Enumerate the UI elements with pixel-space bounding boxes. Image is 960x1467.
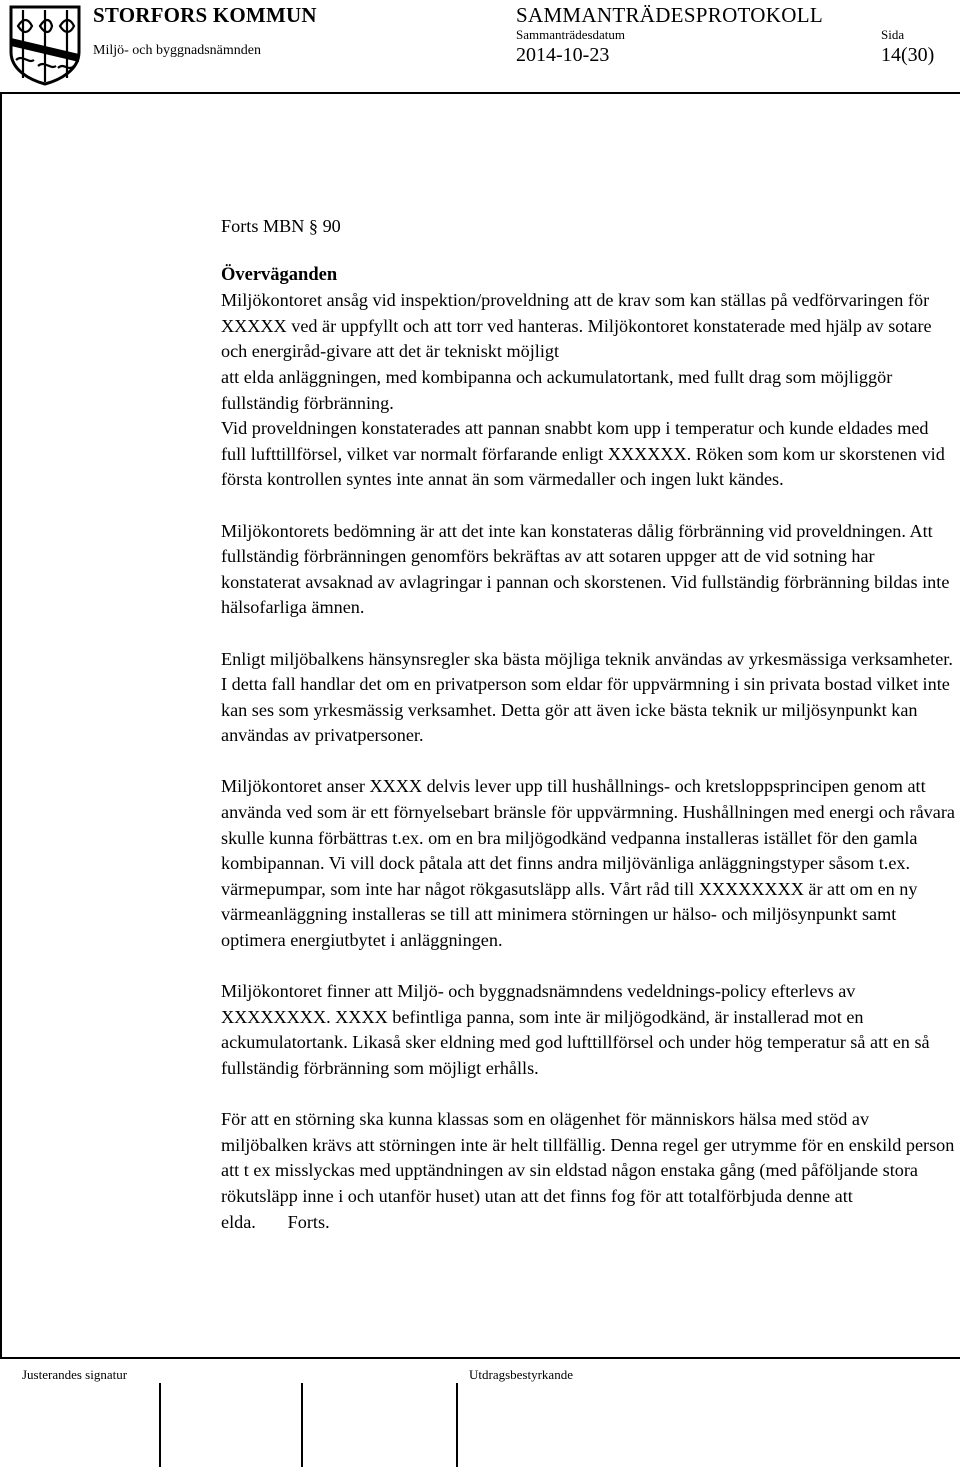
page-label: Sida bbox=[881, 27, 905, 42]
paragraph: Miljökontoret ansåg vid inspektion/proveldning att de krav som kan ställas på vedförvaringen för XXXXX ved är uppfyllt och att torr ved hanteras. Miljökontoret konstaterade med hjälp av sotare och energiråd-givare att det är tekniskt möjligt bbox=[221, 290, 932, 362]
paragraph: att elda anläggningen, med kombipanna och ackumulatortank, med fullt drag som möjliggör fullständig förbränning. bbox=[221, 366, 893, 413]
extract-certification-label: Utdragsbestyrkande bbox=[469, 1367, 573, 1382]
department-name: Miljö- och byggnadsnämnden bbox=[93, 43, 261, 58]
document-body bbox=[221, 214, 956, 1235]
paragraph-text: För att en störning ska kunna klassas som en olägenhet för människors hälsa med stöd av miljöbalken krävs att störningen inte är helt tillfällig. Denna regel ger utrymme för en enskild person att t ex misslyckas med upptändningen av sin eldstad någon enstaka gång (med påföljande stora rökutsläpp inne i och utanför huset) utan att det finns fog för att totalförbjuda denne att elda. bbox=[221, 1109, 955, 1232]
paragraph: Miljökontoret anser XXXX delvis lever upp till hushållnings- och kretsloppsprincipen genom att använda ved som är ett förnyelsebart bränsle för uppvärmning. Hushållningen med energi och råvara skulle kunna förbättras t.ex. om en bra miljögodkänd vedpanna installeras istället för den gamla kombipannan. Vi vill dock påtala att det finns andra miljövänliga anläggningstyper såsom t.ex. värmepumpar, som inte har något rökgasutsläpp alls. Vårt råd till XXXXXXXX är att om en ny värmeanläggning installeras se till att minimera störningen ur hälso- och miljösynpunkt samt optimera energiutbytet i anläggningen. bbox=[221, 776, 955, 951]
paragraph: Miljökontoret finner att Miljö- och byggnadsnämndens vedeldnings-policy efterlevs av XXXXXXXX. XXXX befintliga panna, som inte är miljögodkänd, är installerad mot en ackumulatortank. Likaså sker eldning med god lufttillförsel och under hög temperatur så att en så fullständig förbränning som möjligt erhålls. bbox=[221, 981, 930, 1078]
header-divider bbox=[0, 92, 960, 94]
footer-divider bbox=[0, 1357, 960, 1359]
signature-box-divider bbox=[456, 1383, 458, 1467]
paragraph: Miljökontorets bedömning är att det inte kan konstateras dålig förbränning vid proveldningen. Att fullständig förbränningen genomförs bekräftas av att sotaren uppger att de vid sotning har konstaterat avsaknad av avlagringar i pannan och skorstenen. Vid fullständig förbränning bildas inte hälsofarliga ämnen. bbox=[221, 520, 950, 618]
margin-divider bbox=[0, 94, 2, 1359]
document-type: SAMMANTRÄDESPROTOKOLL bbox=[516, 3, 823, 27]
storfors-coat-of-arms-icon bbox=[8, 4, 82, 86]
spacer bbox=[256, 1212, 288, 1232]
continuation-marker: Forts. bbox=[287, 1211, 330, 1232]
organization-name: STORFORS KOMMUN bbox=[93, 3, 317, 27]
paragraph-spacer bbox=[221, 749, 956, 775]
paragraph: Enligt miljöbalkens hänsynsregler ska bästa möjliga teknik användas av yrkesmässiga verksamheter. I detta fall handlar det om en privatperson som eldar för uppvärmning i sin privata bostad vilket inte kan ses som yrkesmässig verksamhet. Detta gör att även icke bästa teknik ur miljösynpunkt kan användas av privatpersoner. bbox=[221, 648, 953, 746]
paragraph-spacer bbox=[221, 954, 956, 980]
paragraph-last bbox=[221, 1107, 956, 1235]
paragraph: Vid proveldningen konstaterades att pannan snabbt kom upp i temperatur och kunde eldades med full lufttillförsel, vilket var normalt förfarande enligt XXXXXX. Röken som kom ur skorstenen vid första kontrollen syntes inte annat än som värmedaller och ingen lukt kändes. bbox=[221, 418, 945, 490]
continuation-reference: Forts MBN § 90 bbox=[221, 216, 341, 236]
paragraph-spacer bbox=[221, 1082, 956, 1108]
meeting-date: 2014-10-23 bbox=[516, 44, 610, 66]
meeting-date-label: Sammanträdesdatum bbox=[516, 27, 626, 42]
paragraph-spacer bbox=[221, 621, 956, 647]
signature-box-divider bbox=[301, 1383, 303, 1467]
signature-box-divider bbox=[159, 1383, 161, 1467]
paragraph-spacer bbox=[221, 493, 956, 519]
section-heading: Överväganden bbox=[221, 264, 338, 285]
signature-label: Justerandes signatur bbox=[22, 1367, 128, 1382]
page-number: 14(30) bbox=[881, 44, 935, 66]
